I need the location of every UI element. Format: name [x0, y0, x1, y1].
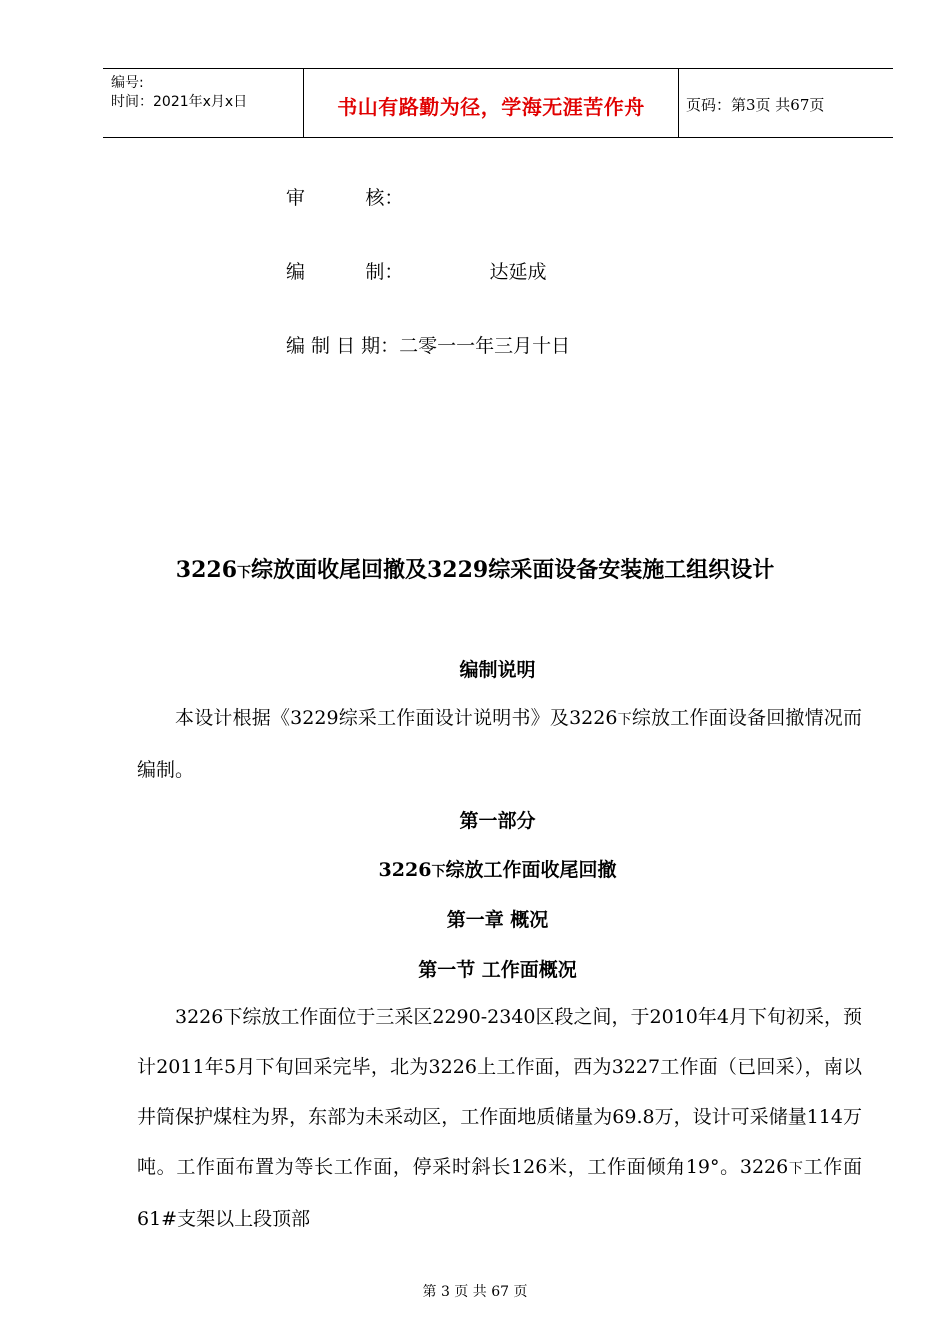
compile-name: 达延成 [489, 261, 547, 283]
header-motto: 书山有路勤为径，学海无涯苦作舟 [337, 95, 645, 119]
title-number: 3226 [175, 557, 237, 583]
part-one-title-text: 综放工作面收尾回撤 [445, 859, 617, 881]
page-footer: 第 3 页 共 67 页 [422, 1284, 528, 1300]
body-paragraph [137, 992, 862, 1244]
compile-label: 编 制： [286, 261, 404, 283]
intro-paragraph [137, 693, 862, 795]
section-compile-heading: 编制说明 [459, 659, 536, 681]
document-title [0, 553, 950, 584]
time-label: 时间：2021年x月x日 [111, 94, 248, 110]
body-text-b: 工作面61#支架以上段顶部 [137, 1156, 862, 1230]
header-right-cell [678, 69, 893, 137]
body-subscript: 下 [788, 1161, 804, 1177]
code-label: 编号: [111, 75, 144, 91]
header-mid-cell [303, 69, 679, 137]
intro-subscript: 下 [617, 712, 632, 728]
intro-text-a: 本设计根据《3229综采工作面设计说明书》及3226 [175, 707, 618, 729]
review-label: 审 核： [286, 187, 404, 209]
title-subscript: 下 [237, 565, 251, 581]
part-one-title [0, 855, 950, 882]
review-line [286, 183, 403, 210]
page-header [103, 68, 893, 138]
body-text-a: 3226下综放工作面位于三采区2290-2340区段之间，于2010年4月下旬初采，预计2011年5月下旬回采完毕，北为3226上工作面，西为3227工作面（已回采），南以井筒保护煤柱为界，东部为未采动区，工作面地质储量为69.8万，设计可采储量114万吨。工作面布置为等长工作面，停采时斜长126米，工作面倾角19°。3226 [137, 1006, 862, 1178]
header-left-cell [103, 69, 303, 137]
date-value: 二零一一年三月十日 [399, 335, 571, 357]
compile-line [286, 257, 546, 284]
part-one-title-subscript: 下 [431, 864, 446, 880]
date-line [286, 331, 570, 358]
date-label: 编 制 日 期： [286, 335, 400, 357]
part-one-title-number: 3226 [378, 859, 432, 881]
section-one-heading: 第一节 工作面概况 [418, 959, 577, 981]
chapter-one-heading: 第一章 概况 [446, 909, 549, 931]
part-one-heading: 第一部分 [459, 810, 536, 832]
intro-text-b: 综放工作面设备回撤情况而编制。 [137, 707, 862, 781]
title-text: 综放面收尾回撤及3229综采面设备安装施工组织设计 [251, 557, 775, 583]
header-page-code: 页码：第3页 共67页 [686, 96, 825, 114]
